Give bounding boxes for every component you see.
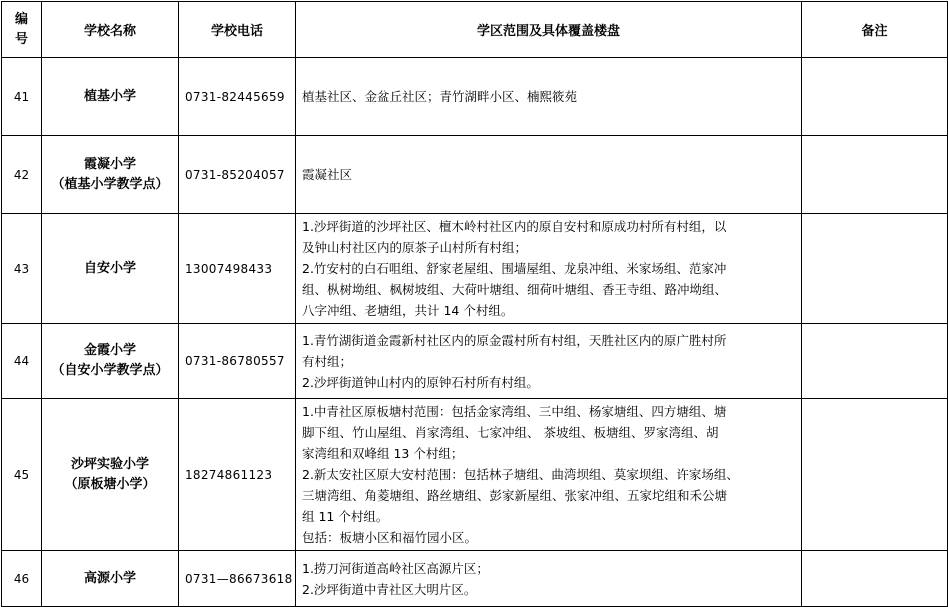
school-name bbox=[42, 136, 179, 214]
column-header-number bbox=[2, 2, 42, 58]
school-name bbox=[42, 214, 179, 324]
column-header-district-scope: 学区范围及具体覆盖楼盘 bbox=[296, 2, 802, 58]
school-name-line: 金霞小学 bbox=[83, 343, 136, 358]
scope-line: 2.新太安社区原大安村范围：包括林子塘组、曲湾坝组、莫家坝组、许家场组、 bbox=[302, 467, 739, 482]
table-header-row bbox=[2, 2, 948, 58]
table-row bbox=[2, 551, 948, 607]
district-scope bbox=[296, 58, 802, 136]
scope-line: 植基社区、金盆丘社区；青竹湖畔小区、楠熙筱苑 bbox=[302, 89, 578, 104]
note-cell bbox=[802, 399, 948, 551]
scope-line: 1.中青社区原板塘村范围：包括金家湾组、三中组、杨家塘组、四方塘组、塘 bbox=[302, 404, 727, 419]
table-row bbox=[2, 399, 948, 551]
scope-line: 包括：板塘小区和福竹园小区。 bbox=[302, 530, 478, 545]
scope-line: 组 11 个村组。 bbox=[302, 509, 389, 524]
table-row bbox=[2, 214, 948, 324]
school-district-table bbox=[1, 1, 948, 607]
school-phone: 13007498433 bbox=[179, 214, 296, 324]
school-name bbox=[42, 551, 179, 607]
note-cell bbox=[802, 324, 948, 399]
district-scope bbox=[296, 324, 802, 399]
school-phone: 0731-86780557 bbox=[179, 324, 296, 399]
district-scope bbox=[296, 214, 802, 324]
district-scope bbox=[296, 399, 802, 551]
column-header-number-line-1: 编 bbox=[14, 11, 28, 27]
school-phone: 0731-85204057 bbox=[179, 136, 296, 214]
scope-line: 三塘湾组、角菱塘组、路丝塘组、彭家新屋组、张家冲组、五家坨组和禾公塘 bbox=[302, 488, 728, 503]
school-phone: 0731—86673618 bbox=[179, 551, 296, 607]
scope-line: 组、枞树坳组、枫树坡组、大荷叶塘组、细荷叶塘组、香王寺组、路冲坳组、 bbox=[302, 282, 728, 297]
column-header-number-line-2: 号 bbox=[14, 31, 28, 47]
district-scope bbox=[296, 136, 802, 214]
row-number: 41 bbox=[2, 58, 42, 136]
row-number: 45 bbox=[2, 399, 42, 551]
table-row bbox=[2, 136, 948, 214]
school-name bbox=[42, 58, 179, 136]
table-row bbox=[2, 324, 948, 399]
school-name-subtitle: （原板塘小学） bbox=[64, 476, 156, 492]
scope-line: 及钟山村社区内的原茶子山村所有村组； bbox=[302, 240, 528, 255]
district-scope bbox=[296, 551, 802, 607]
school-name-line: 植基小学 bbox=[83, 88, 136, 104]
column-header-school-name: 学校名称 bbox=[42, 2, 179, 58]
scope-line: 有村组； bbox=[302, 353, 353, 369]
column-header-school-phone: 学校电话 bbox=[179, 2, 296, 58]
scope-line: 霞凝社区 bbox=[302, 167, 353, 182]
scope-line: 1.捞刀河街道高岭社区高源片区； bbox=[302, 560, 489, 576]
scope-line: 1.沙坪街道的沙坪社区、檀木岭村社区内的原自安村和原成功村所有村组，以 bbox=[302, 219, 727, 234]
scope-line: 2.沙坪街道中青社区大明片区。 bbox=[302, 581, 477, 597]
row-number: 44 bbox=[2, 324, 42, 399]
row-number: 43 bbox=[2, 214, 42, 324]
row-number: 42 bbox=[2, 136, 42, 214]
school-phone: 18274861123 bbox=[179, 399, 296, 551]
school-name bbox=[42, 324, 179, 399]
school-name-line: 沙坪实验小学 bbox=[70, 456, 149, 472]
note-cell bbox=[802, 58, 948, 136]
school-name-subtitle: （自安小学教学点） bbox=[51, 363, 169, 378]
school-name-line: 自安小学 bbox=[83, 260, 136, 276]
school-name bbox=[42, 399, 179, 551]
scope-line: 2.竹安村的白石咀组、舒家老屋组、围墙屋组、龙泉冲组、米家场组、范家冲 bbox=[302, 261, 727, 276]
school-name-line: 高源小学 bbox=[83, 570, 136, 586]
row-number: 46 bbox=[2, 551, 42, 607]
school-phone: 0731-82445659 bbox=[179, 58, 296, 136]
column-header-note: 备注 bbox=[802, 2, 948, 58]
note-cell bbox=[802, 551, 948, 607]
note-cell bbox=[802, 214, 948, 324]
scope-line: 1.青竹湖街道金霞新村社区内的原金霞村所有村组，天胜社区内的原广胜村所 bbox=[302, 332, 727, 348]
school-name-line: 霞凝小学 bbox=[83, 156, 136, 172]
table-row bbox=[2, 58, 948, 136]
scope-line: 八字冲组、老塘组，共计 14 个村组。 bbox=[302, 303, 514, 318]
scope-line: 家湾组和双峰组 13 个村组； bbox=[302, 446, 464, 461]
scope-line: 2.沙坪街道钟山村内的原钟石村所有村组。 bbox=[302, 374, 539, 390]
school-name-subtitle: （植基小学教学点） bbox=[51, 176, 169, 192]
note-cell bbox=[802, 136, 948, 214]
scope-line: 脚下组、竹山屋组、肖家湾组、七家冲组、 茶坡组、板塘组、罗家湾组、胡 bbox=[302, 425, 719, 440]
